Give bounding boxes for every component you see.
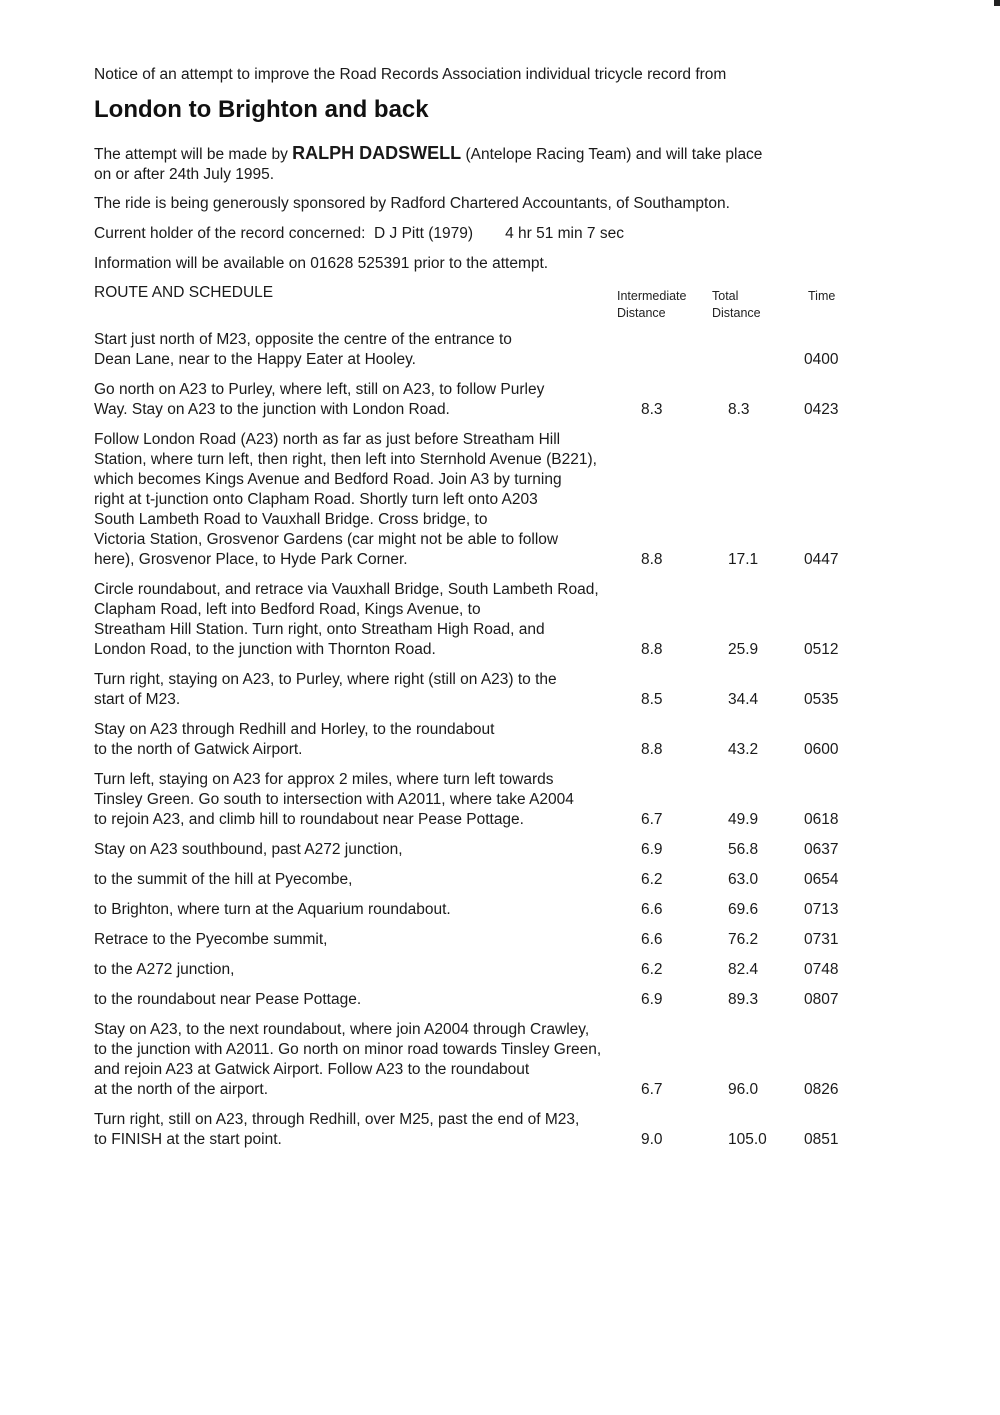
intermediate-distance: 8.5 [641,691,663,708]
route-description: Circle roundabout, and retrace via Vauxhall Bridge, South Lambeth Road, Clapham Road, left into Bedford Road, Kings Avenue, to Streatham Hill Station. Turn right, onto Streatham High Road, and London Road, to the junction with Thornton Road. [94,581,599,658]
total-distance: 25.9 [728,641,759,658]
route-description: Follow London Road (A23) north as far as just before Streatham Hill Station, where turn left, then right, then left into Sternhold Avenue (B221), which becomes Kings Avenue and Bedford Road. Join A3 by turning right at t-junction onto Clapham Road. Shortly turn left onto A203 South Lambeth Road to Vauxhall Bridge. Cross bridge, to Victoria Station, Grosvenor Gardens (car might not be able to follow here), Grosvenor Place, to Hyde Park Corner. [94,431,597,568]
table-row [94,900,854,920]
table-row [94,770,854,830]
route-description: Retrace to the Pyecombe summit, [94,931,328,948]
table-row [94,1020,854,1100]
attempt-paragraph [94,143,762,185]
schedule-table [94,330,854,1150]
schedule-time: 0807 [804,991,839,1008]
intermediate-distance: 6.6 [641,931,663,948]
total-distance: 76.2 [728,931,759,948]
route-description: Stay on A23 through Redhill and Horley, to the roundabout to the north of Gatwick Airport. [94,721,495,758]
route-description: Stay on A23, to the next roundabout, where join A2004 through Crawley, to the junction with A2011. Go north on minor road towards Tinsley Green, and rejoin A23 at Gatwick Airport. Follow A23 to the roundabout at the north of the airport. [94,1021,602,1098]
schedule-time: 0600 [804,741,839,758]
intermediate-distance: 8.3 [641,401,663,418]
table-row [94,720,854,760]
route-description: to the summit of the hill at Pyecombe, [94,871,353,888]
rider-name: RALPH DADSWELL [292,143,462,163]
intermediate-distance: 6.6 [641,901,663,918]
total-distance: 56.8 [728,841,759,858]
total-distance: 43.2 [728,741,759,758]
table-row [94,430,854,570]
route-description: Turn right, still on A23, through Redhill, over M25, past the end of M23, to FINISH at the start point. [94,1111,580,1148]
table-row [94,1110,854,1150]
route-description: to Brighton, where turn at the Aquarium roundabout. [94,901,451,918]
total-distance: 89.3 [728,991,759,1008]
info-line: Information will be available on 01628 525391 prior to the attempt. [94,255,549,272]
notice-line: Notice of an attempt to improve the Road Records Association individual tricycle record from [94,66,727,83]
schedule-time: 0447 [804,551,839,568]
route-description: to the A272 junction, [94,961,235,978]
intermediate-distance: 8.8 [641,641,663,658]
intermediate-distance: 8.8 [641,741,663,758]
route-description: Go north on A23 to Purley, where left, still on A23, to follow Purley Way. Stay on A23 to the junction with London Road. [94,381,545,418]
attempt-date: on or after 24th July 1995. [94,166,275,183]
table-row [94,990,854,1010]
schedule-time: 0400 [804,351,839,368]
table-row [94,840,854,860]
intermediate-distance: 6.9 [641,841,663,858]
route-heading: ROUTE AND SCHEDULE [94,284,274,301]
schedule-time: 0637 [804,841,839,858]
total-distance: 63.0 [728,871,759,888]
column-header-time: Time [808,289,836,303]
intermediate-distance: 6.7 [641,1081,663,1098]
sponsor-line: The ride is being generously sponsored by Radford Chartered Accountants, of Southampton. [94,195,730,212]
route-description: Stay on A23 southbound, past A272 junction, [94,841,403,858]
intermediate-distance: 9.0 [641,1131,663,1148]
route-description: to the roundabout near Pease Pottage. [94,991,362,1008]
holder-line [94,224,624,244]
total-distance: 49.9 [728,811,759,828]
schedule-time: 0512 [804,641,839,658]
scan-corner-mark [994,0,1000,6]
route-description: Start just north of M23, opposite the centre of the entrance to Dean Lane, near to the Happy Eater at Hooley. [94,331,512,368]
total-distance: 17.1 [728,551,759,568]
intermediate-distance: 6.9 [641,991,663,1008]
table-row [94,960,854,980]
attempt-suffix: (Antelope Racing Team) and will take place [465,146,763,163]
total-distance: 105.0 [728,1131,767,1148]
holder-text: Current holder of the record concerned: D J Pitt (1979) [94,225,474,242]
document-title: London to Brighton and back [94,96,429,123]
schedule-time: 0748 [804,961,839,978]
route-description: Turn right, staying on A23, to Purley, where right (still on A23) to the start of M23. [94,671,557,708]
attempt-prefix: The attempt will be made by [94,146,288,163]
table-row [94,380,854,420]
schedule-time: 0654 [804,871,839,888]
schedule-time: 0423 [804,401,839,418]
route-description: Turn left, staying on A23 for approx 2 miles, where turn left towards Tinsley Green. Go south to intersection with A2011, where take A2004 to rejoin A23, and climb hill to roundabout near Pease Pottage. [94,771,574,828]
intermediate-distance: 6.2 [641,961,663,978]
schedule-time: 0618 [804,811,839,828]
schedule-time: 0851 [804,1131,839,1148]
total-distance: 96.0 [728,1081,759,1098]
intermediate-distance: 8.8 [641,551,663,568]
schedule-time: 0826 [804,1081,839,1098]
table-row [94,330,854,370]
record-time: 4 hr 51 min 7 sec [505,225,624,242]
table-row [94,580,854,660]
total-distance: 82.4 [728,961,759,978]
intermediate-distance: 6.7 [641,811,663,828]
schedule-time: 0713 [804,901,839,918]
total-distance: 34.4 [728,691,759,708]
column-header-total-distance: Total Distance [712,289,761,320]
table-row [94,930,854,950]
column-header-intermediate-distance: Intermediate Distance [617,289,687,320]
table-row [94,870,854,890]
total-distance: 8.3 [728,401,750,418]
table-row [94,670,854,710]
intermediate-distance: 6.2 [641,871,663,888]
schedule-time: 0731 [804,931,839,948]
schedule-time: 0535 [804,691,839,708]
total-distance: 69.6 [728,901,759,918]
